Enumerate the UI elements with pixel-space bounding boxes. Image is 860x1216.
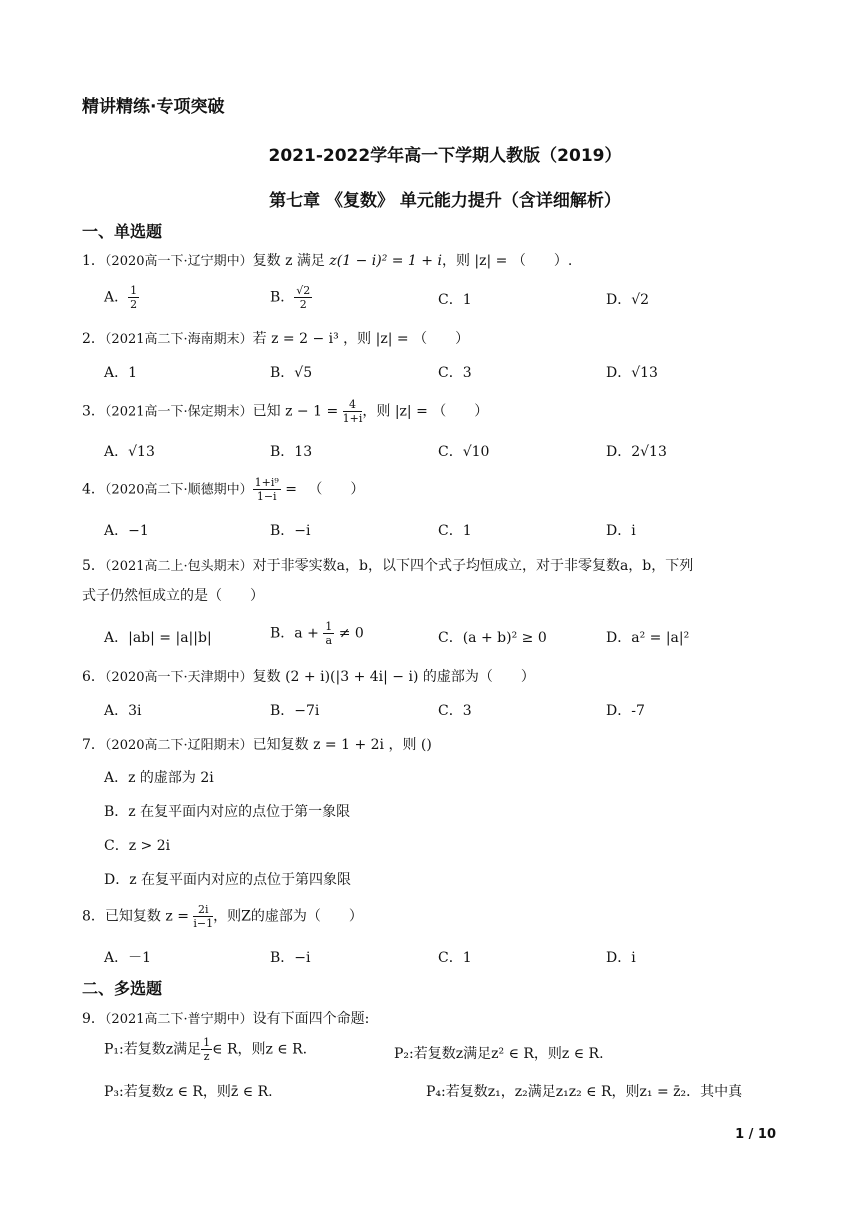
question-2: 2．（2021高二下·海南期末）若 z = 2 − i³ ，则 |z| = （ ） xyxy=(82,331,470,347)
q8-option-a: A．－1 xyxy=(104,950,152,966)
q4-option-a: A．−1 xyxy=(104,523,149,539)
question-7: 7．（2020高二下·辽阳期末）已知复数 z = 1 + 2i ，则 () xyxy=(82,737,432,753)
q6-option-b: B．−7i xyxy=(270,703,320,719)
question-4: 4．（2020高二下·顺德期中） $\frac{\text{1+i⁹}}{1-i}$ = （ ） xyxy=(82,476,365,503)
q4-option-d: D．i xyxy=(606,523,636,539)
q7-option-a: A．z 的虚部为 2i xyxy=(104,770,214,786)
question-6: 6．（2020高一下·天津期中）复数 (2 + i)(|3 + 4i| − i) 的虚部为（ ） xyxy=(82,669,535,685)
section-single-choice: 一、单选题 xyxy=(82,222,163,241)
q9-proposition-p3: P₃:若复数z ∈ R，则z̄ ∈ R. xyxy=(104,1084,273,1100)
q7-option-c: C．z > 2i xyxy=(104,838,171,854)
q4-option-b: B．−i xyxy=(270,523,311,539)
q5-option-c: C．(a + b)² ≥ 0 xyxy=(438,630,547,646)
q7-option-d: D．z 在复平面内对应的点位于第四象限 xyxy=(104,872,352,888)
question-5-line2: 式子仍然恒成立的是（ ） xyxy=(82,588,264,604)
q1-option-b: B． $\frac{√2}{2}$ xyxy=(270,284,311,311)
q3-option-b: B．13 xyxy=(270,444,313,460)
q1-option-d: D．√2 xyxy=(606,292,650,308)
q8-option-c: C．1 xyxy=(438,950,472,966)
q2-option-c: C．3 xyxy=(438,365,472,381)
doc-title-line2: 第七章 《复数》 单元能力提升（含详细解析） xyxy=(269,191,621,211)
q3-option-d: D．2√13 xyxy=(606,444,667,460)
q3-option-c: C．√10 xyxy=(438,444,490,460)
q7-option-b: B．z 在复平面内对应的点位于第一象限 xyxy=(104,804,351,820)
q2-option-a: A．1 xyxy=(104,365,138,381)
q6-option-d: D．-7 xyxy=(606,703,645,719)
q6-option-a: A．3i xyxy=(104,703,142,719)
q9-proposition-p4: P₄:若复数z₁，z₂满足z₁z₂ ∈ R，则z₁ = z̄₂．其中真 xyxy=(426,1084,743,1100)
q4-option-c: C．1 xyxy=(438,523,472,539)
q5-option-d: D．a² = |a|² xyxy=(606,630,690,646)
q9-proposition-p1: P₁:若复数z满足 $\frac{1}{z}$ ∈ R，则z ∈ R. xyxy=(104,1036,308,1063)
page-number: 1 / 10 xyxy=(735,1127,776,1142)
q1-option-a: A． $\frac{1}{2}$ xyxy=(104,284,138,311)
question-5: 5．（2021高二上·包头期末）对于非零实数a，b，以下四个式子均恒成立，对于非零复数a，b，下列 xyxy=(82,558,694,574)
q5-option-b: B．a + $\frac{1}{a}$ ≠ 0 xyxy=(270,620,364,647)
q2-option-d: D．√13 xyxy=(606,365,658,381)
question-8: 8．已知复数 z = $\frac{2i}{i-1}$ ，则Z的虚部为（ ） xyxy=(82,903,363,930)
q8-option-d: D．i xyxy=(606,950,636,966)
q9-proposition-p2: P₂:若复数z满足z² ∈ R，则z ∈ R. xyxy=(394,1046,604,1062)
brand-title: 精讲精练·专项突破 xyxy=(82,97,225,117)
q5-option-a: A．|ab| = |a||b| xyxy=(104,630,212,646)
q6-option-c: C．3 xyxy=(438,703,472,719)
doc-title-line1: 2021-2022学年高一下学期人教版（2019） xyxy=(268,146,622,166)
section-multi-choice: 二、多选题 xyxy=(82,979,163,998)
q1-option-c: C．1 xyxy=(438,292,472,308)
question-1: 1．（2020高一下·辽宁期中）复数 z 满足 z(1 − i)² = 1 + i，则 |z| = （ ）. xyxy=(82,253,573,269)
q8-option-b: B．−i xyxy=(270,950,311,966)
question-9: 9．（2021高二下·普宁期中）设有下面四个命题: xyxy=(82,1011,370,1027)
question-3: 3．（2021高一下·保定期末）已知 z − 1 = $\frac{4}{1+i}$ ，则 |z| = （ ） xyxy=(82,398,489,425)
q2-option-b: B．√5 xyxy=(270,365,313,381)
q3-option-a: A．√13 xyxy=(104,444,155,460)
